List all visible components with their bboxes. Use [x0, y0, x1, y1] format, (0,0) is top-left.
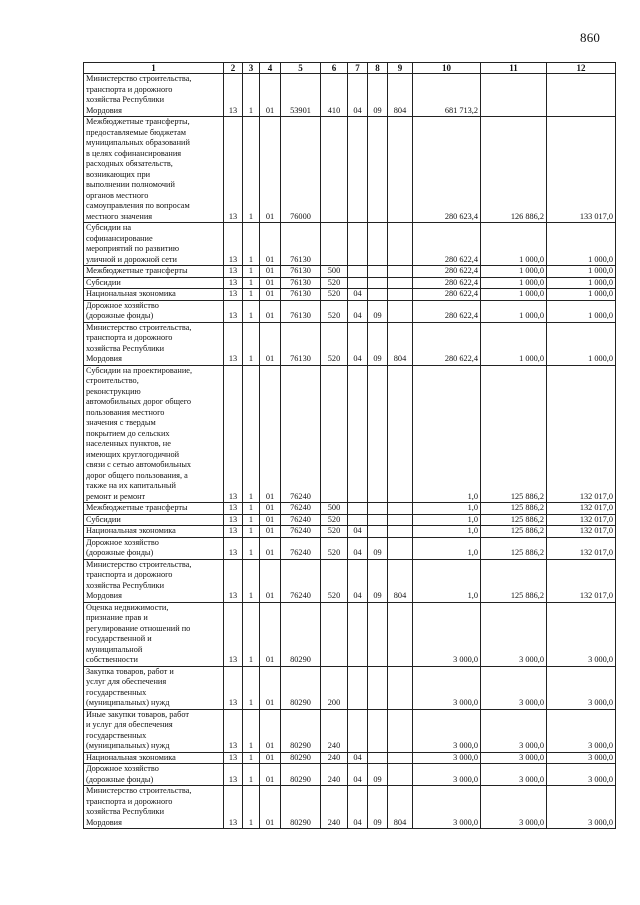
expense-type-cell: 520: [321, 322, 348, 365]
program-cell: 01: [260, 709, 281, 752]
expense-type-cell: [321, 117, 348, 223]
table-row: [84, 117, 616, 223]
subsection-cell: 09: [368, 559, 388, 602]
amount-year2-cell: 1 000,0: [481, 223, 547, 266]
table-row: [84, 602, 616, 666]
amount-year1-cell: 1,0: [413, 559, 481, 602]
amount-year3-cell: 133 017,0: [547, 117, 616, 223]
program-cell: 01: [260, 537, 281, 559]
amount-year2-cell: 3 000,0: [481, 709, 547, 752]
subsection-cell: [368, 266, 388, 278]
podrazdel-cell: 1: [243, 709, 260, 752]
program-cell: 01: [260, 666, 281, 709]
razdel-cell: 13: [224, 537, 243, 559]
program-cell: 01: [260, 752, 281, 764]
row-name-cell: Министерство строительства, транспорта и дорожного хозяйства Республики Мордовия: [84, 74, 224, 117]
amount-year2-cell: 125 886,2: [481, 537, 547, 559]
ministry-code-cell: [388, 526, 413, 538]
amount-year2-cell: 1 000,0: [481, 277, 547, 289]
amount-year3-cell: 1 000,0: [547, 277, 616, 289]
target-code-cell: 80290: [281, 602, 321, 666]
program-cell: 01: [260, 514, 281, 526]
table-row: [84, 514, 616, 526]
section-cell: [348, 503, 368, 515]
row-name-cell: Дорожное хозяйство (дорожные фонды): [84, 537, 224, 559]
ministry-code-cell: [388, 503, 413, 515]
row-name-cell: Национальная экономика: [84, 289, 224, 301]
podrazdel-cell: 1: [243, 289, 260, 301]
section-cell: 04: [348, 322, 368, 365]
program-cell: 01: [260, 266, 281, 278]
amount-year1-cell: 1,0: [413, 365, 481, 503]
ministry-code-cell: [388, 537, 413, 559]
row-name-cell: Оценка недвижимости, признание прав и регулирование отношений по государственной и муниципальной собственности: [84, 602, 224, 666]
razdel-cell: 13: [224, 74, 243, 117]
podrazdel-cell: 1: [243, 322, 260, 365]
ministry-code-cell: [388, 709, 413, 752]
subsection-cell: [368, 514, 388, 526]
table-row: [84, 300, 616, 322]
row-name-cell: Закупка товаров, работ и услуг для обеспечения государственных (муниципальных) нужд: [84, 666, 224, 709]
table-row: [84, 277, 616, 289]
target-code-cell: 80290: [281, 752, 321, 764]
table-row: [84, 786, 616, 829]
target-code-cell: 76130: [281, 289, 321, 301]
podrazdel-cell: 1: [243, 277, 260, 289]
podrazdel-cell: 1: [243, 503, 260, 515]
column-header: 10: [413, 63, 481, 74]
target-code-cell: 76130: [281, 322, 321, 365]
razdel-cell: 13: [224, 503, 243, 515]
amount-year2-cell: 125 886,2: [481, 559, 547, 602]
subsection-cell: [368, 752, 388, 764]
program-cell: 01: [260, 289, 281, 301]
amount-year2-cell: 3 000,0: [481, 602, 547, 666]
program-cell: 01: [260, 74, 281, 117]
podrazdel-cell: 1: [243, 786, 260, 829]
amount-year3-cell: 1 000,0: [547, 300, 616, 322]
section-cell: [348, 365, 368, 503]
amount-year1-cell: 3 000,0: [413, 602, 481, 666]
expense-type-cell: 500: [321, 503, 348, 515]
expense-type-cell: 240: [321, 752, 348, 764]
amount-year3-cell: 132 017,0: [547, 514, 616, 526]
podrazdel-cell: 1: [243, 559, 260, 602]
section-cell: 04: [348, 559, 368, 602]
razdel-cell: 13: [224, 666, 243, 709]
expense-type-cell: 500: [321, 266, 348, 278]
amount-year3-cell: 3 000,0: [547, 666, 616, 709]
program-cell: 01: [260, 300, 281, 322]
amount-year3-cell: 1 000,0: [547, 266, 616, 278]
razdel-cell: 13: [224, 266, 243, 278]
amount-year1-cell: 3 000,0: [413, 666, 481, 709]
amount-year1-cell: 280 622,4: [413, 300, 481, 322]
amount-year3-cell: 3 000,0: [547, 786, 616, 829]
razdel-cell: 13: [224, 117, 243, 223]
target-code-cell: 76240: [281, 537, 321, 559]
amount-year1-cell: 280 622,4: [413, 277, 481, 289]
row-name-cell: Субсидии на софинансирование мероприятий по развитию уличной и дорожной сети: [84, 223, 224, 266]
razdel-cell: 13: [224, 365, 243, 503]
expense-type-cell: 520: [321, 289, 348, 301]
ministry-code-cell: [388, 289, 413, 301]
row-name-cell: Субсидии: [84, 277, 224, 289]
ministry-code-cell: 804: [388, 786, 413, 829]
expense-type-cell: [321, 223, 348, 266]
amount-year3-cell: 132 017,0: [547, 526, 616, 538]
section-cell: 04: [348, 537, 368, 559]
amount-year1-cell: 280 622,4: [413, 223, 481, 266]
row-name-cell: Субсидии: [84, 514, 224, 526]
program-cell: 01: [260, 322, 281, 365]
ministry-code-cell: [388, 277, 413, 289]
subsection-cell: [368, 365, 388, 503]
column-header: 3: [243, 63, 260, 74]
amount-year2-cell: 126 886,2: [481, 117, 547, 223]
amount-year2-cell: 1 000,0: [481, 266, 547, 278]
table-row: [84, 365, 616, 503]
column-header: 6: [321, 63, 348, 74]
header-row: [84, 63, 616, 74]
amount-year3-cell: 132 017,0: [547, 365, 616, 503]
section-cell: 04: [348, 74, 368, 117]
amount-year2-cell: 125 886,2: [481, 365, 547, 503]
row-name-cell: Иные закупки товаров, работ и услуг для обеспечения государственных (муниципальных) нужд: [84, 709, 224, 752]
expense-type-cell: 410: [321, 74, 348, 117]
expense-type-cell: 520: [321, 526, 348, 538]
row-name-cell: Межбюджетные трансферты: [84, 503, 224, 515]
target-code-cell: 76130: [281, 266, 321, 278]
amount-year2-cell: 3 000,0: [481, 786, 547, 829]
razdel-cell: 13: [224, 752, 243, 764]
row-name-cell: Национальная экономика: [84, 752, 224, 764]
razdel-cell: 13: [224, 526, 243, 538]
razdel-cell: 13: [224, 786, 243, 829]
podrazdel-cell: 1: [243, 74, 260, 117]
expense-type-cell: 240: [321, 786, 348, 829]
section-cell: 04: [348, 526, 368, 538]
amount-year1-cell: 1,0: [413, 537, 481, 559]
table-row: [84, 289, 616, 301]
razdel-cell: 13: [224, 602, 243, 666]
amount-year3-cell: 3 000,0: [547, 709, 616, 752]
column-header: 2: [224, 63, 243, 74]
target-code-cell: 76240: [281, 526, 321, 538]
table-row: [84, 322, 616, 365]
table-row: [84, 503, 616, 515]
target-code-cell: 76240: [281, 365, 321, 503]
table-row: [84, 764, 616, 786]
target-code-cell: 53901: [281, 74, 321, 117]
amount-year2-cell: 3 000,0: [481, 666, 547, 709]
amount-year2-cell: 125 886,2: [481, 503, 547, 515]
section-cell: [348, 223, 368, 266]
section-cell: 04: [348, 289, 368, 301]
target-code-cell: 80290: [281, 666, 321, 709]
table-row: [84, 537, 616, 559]
expense-type-cell: 200: [321, 666, 348, 709]
ministry-code-cell: [388, 602, 413, 666]
ministry-code-cell: [388, 365, 413, 503]
expense-type-cell: 520: [321, 559, 348, 602]
amount-year1-cell: 280 622,4: [413, 322, 481, 365]
table-row: [84, 223, 616, 266]
amount-year3-cell: 1 000,0: [547, 289, 616, 301]
target-code-cell: 76130: [281, 277, 321, 289]
podrazdel-cell: 1: [243, 223, 260, 266]
section-cell: [348, 514, 368, 526]
table-row: [84, 709, 616, 752]
podrazdel-cell: 1: [243, 117, 260, 223]
podrazdel-cell: 1: [243, 666, 260, 709]
amount-year2-cell: 125 886,2: [481, 526, 547, 538]
section-cell: [348, 266, 368, 278]
amount-year3-cell: 1 000,0: [547, 223, 616, 266]
razdel-cell: 13: [224, 559, 243, 602]
program-cell: 01: [260, 503, 281, 515]
ministry-code-cell: [388, 514, 413, 526]
section-cell: [348, 277, 368, 289]
amount-year2-cell: 3 000,0: [481, 752, 547, 764]
ministry-code-cell: [388, 266, 413, 278]
subsection-cell: [368, 602, 388, 666]
target-code-cell: 80290: [281, 709, 321, 752]
subsection-cell: 09: [368, 322, 388, 365]
podrazdel-cell: 1: [243, 764, 260, 786]
subsection-cell: [368, 709, 388, 752]
ministry-code-cell: [388, 223, 413, 266]
amount-year1-cell: 1,0: [413, 514, 481, 526]
amount-year2-cell: 1 000,0: [481, 300, 547, 322]
amount-year1-cell: 280 623,4: [413, 117, 481, 223]
row-name-cell: Министерство строительства, транспорта и дорожного хозяйства Республики Мордовия: [84, 322, 224, 365]
page-number: 860: [580, 30, 601, 45]
amount-year3-cell: 1 000,0: [547, 322, 616, 365]
razdel-cell: 13: [224, 709, 243, 752]
expense-type-cell: 520: [321, 277, 348, 289]
program-cell: 01: [260, 559, 281, 602]
amount-year3-cell: 3 000,0: [547, 752, 616, 764]
subsection-cell: [368, 666, 388, 709]
section-cell: [348, 709, 368, 752]
subsection-cell: 09: [368, 764, 388, 786]
amount-year3-cell: 132 017,0: [547, 559, 616, 602]
row-name-cell: Межбюджетные трансферты, предоставляемые бюджетам муниципальных образований в целях софинансирования расходных обязательств, возникающих при выполнении полномочий органов местного самоуправления по вопросам местного значения: [84, 117, 224, 223]
podrazdel-cell: 1: [243, 365, 260, 503]
table-row: [84, 559, 616, 602]
ministry-code-cell: [388, 300, 413, 322]
program-cell: 01: [260, 365, 281, 503]
budget-table: [83, 62, 616, 829]
program-cell: 01: [260, 526, 281, 538]
column-header: 11: [481, 63, 547, 74]
amount-year3-cell: 132 017,0: [547, 503, 616, 515]
razdel-cell: 13: [224, 289, 243, 301]
table-body: [84, 74, 616, 829]
column-header: 7: [348, 63, 368, 74]
amount-year3-cell: 3 000,0: [547, 602, 616, 666]
target-code-cell: 76240: [281, 514, 321, 526]
row-name-cell: Межбюджетные трансферты: [84, 266, 224, 278]
amount-year1-cell: 280 622,4: [413, 289, 481, 301]
target-code-cell: 76130: [281, 223, 321, 266]
amount-year1-cell: 1,0: [413, 503, 481, 515]
row-name-cell: Министерство строительства, транспорта и дорожного хозяйства Республики Мордовия: [84, 786, 224, 829]
amount-year3-cell: [547, 74, 616, 117]
row-name-cell: Дорожное хозяйство (дорожные фонды): [84, 764, 224, 786]
expense-type-cell: 520: [321, 300, 348, 322]
program-cell: 01: [260, 117, 281, 223]
subsection-cell: [368, 223, 388, 266]
section-cell: 04: [348, 786, 368, 829]
razdel-cell: 13: [224, 514, 243, 526]
expense-type-cell: 240: [321, 764, 348, 786]
ministry-code-cell: [388, 117, 413, 223]
column-header: 8: [368, 63, 388, 74]
amount-year1-cell: 3 000,0: [413, 764, 481, 786]
target-code-cell: 80290: [281, 764, 321, 786]
program-cell: 01: [260, 602, 281, 666]
section-cell: [348, 666, 368, 709]
razdel-cell: 13: [224, 277, 243, 289]
target-code-cell: 76000: [281, 117, 321, 223]
subsection-cell: 09: [368, 300, 388, 322]
ministry-code-cell: 804: [388, 559, 413, 602]
column-header: 12: [547, 63, 616, 74]
amount-year1-cell: 3 000,0: [413, 786, 481, 829]
target-code-cell: 76240: [281, 503, 321, 515]
table-row: [84, 74, 616, 117]
row-name-cell: Субсидии на проектирование, строительство, реконструкцию автомобильных дорог общего пользования местного значения с твердым покрытием до сельских населенных пунктов, не имеющих круглогодичной связи с сетью автомобильных дорог общего пользования, а также на их капитальный ремонт и ремонт: [84, 365, 224, 503]
column-header: 5: [281, 63, 321, 74]
subsection-cell: [368, 117, 388, 223]
subsection-cell: 09: [368, 786, 388, 829]
razdel-cell: 13: [224, 223, 243, 266]
amount-year3-cell: 3 000,0: [547, 764, 616, 786]
razdel-cell: 13: [224, 322, 243, 365]
amount-year2-cell: 1 000,0: [481, 289, 547, 301]
table-row: [84, 526, 616, 538]
ministry-code-cell: [388, 764, 413, 786]
expense-type-cell: 520: [321, 537, 348, 559]
podrazdel-cell: 1: [243, 602, 260, 666]
table-row: [84, 666, 616, 709]
amount-year1-cell: 280 622,4: [413, 266, 481, 278]
row-name-cell: Министерство строительства, транспорта и дорожного хозяйства Республики Мордовия: [84, 559, 224, 602]
program-cell: 01: [260, 277, 281, 289]
podrazdel-cell: 1: [243, 537, 260, 559]
amount-year2-cell: 1 000,0: [481, 322, 547, 365]
ministry-code-cell: 804: [388, 322, 413, 365]
table-row: [84, 266, 616, 278]
section-cell: [348, 117, 368, 223]
amount-year2-cell: 3 000,0: [481, 764, 547, 786]
podrazdel-cell: 1: [243, 266, 260, 278]
column-header: 4: [260, 63, 281, 74]
column-header: 1: [84, 63, 224, 74]
subsection-cell: [368, 289, 388, 301]
expense-type-cell: [321, 365, 348, 503]
expense-type-cell: 520: [321, 514, 348, 526]
target-code-cell: 80290: [281, 786, 321, 829]
ministry-code-cell: [388, 752, 413, 764]
table-row: [84, 752, 616, 764]
section-cell: 04: [348, 300, 368, 322]
subsection-cell: 09: [368, 537, 388, 559]
target-code-cell: 76130: [281, 300, 321, 322]
target-code-cell: 76240: [281, 559, 321, 602]
amount-year1-cell: 3 000,0: [413, 709, 481, 752]
ministry-code-cell: [388, 666, 413, 709]
subsection-cell: [368, 526, 388, 538]
ministry-code-cell: 804: [388, 74, 413, 117]
amount-year1-cell: 1,0: [413, 526, 481, 538]
program-cell: 01: [260, 764, 281, 786]
row-name-cell: Дорожное хозяйство (дорожные фонды): [84, 300, 224, 322]
section-cell: 04: [348, 752, 368, 764]
podrazdel-cell: 1: [243, 300, 260, 322]
subsection-cell: [368, 277, 388, 289]
row-name-cell: Национальная экономика: [84, 526, 224, 538]
subsection-cell: [368, 503, 388, 515]
column-header: 9: [388, 63, 413, 74]
amount-year3-cell: 132 017,0: [547, 537, 616, 559]
amount-year2-cell: 125 886,2: [481, 514, 547, 526]
amount-year1-cell: 3 000,0: [413, 752, 481, 764]
razdel-cell: 13: [224, 764, 243, 786]
podrazdel-cell: 1: [243, 526, 260, 538]
razdel-cell: 13: [224, 300, 243, 322]
section-cell: 04: [348, 764, 368, 786]
podrazdel-cell: 1: [243, 752, 260, 764]
section-cell: [348, 602, 368, 666]
expense-type-cell: 240: [321, 709, 348, 752]
amount-year2-cell: [481, 74, 547, 117]
program-cell: 01: [260, 223, 281, 266]
podrazdel-cell: 1: [243, 514, 260, 526]
program-cell: 01: [260, 786, 281, 829]
amount-year1-cell: 681 713,2: [413, 74, 481, 117]
subsection-cell: 09: [368, 74, 388, 117]
expense-type-cell: [321, 602, 348, 666]
